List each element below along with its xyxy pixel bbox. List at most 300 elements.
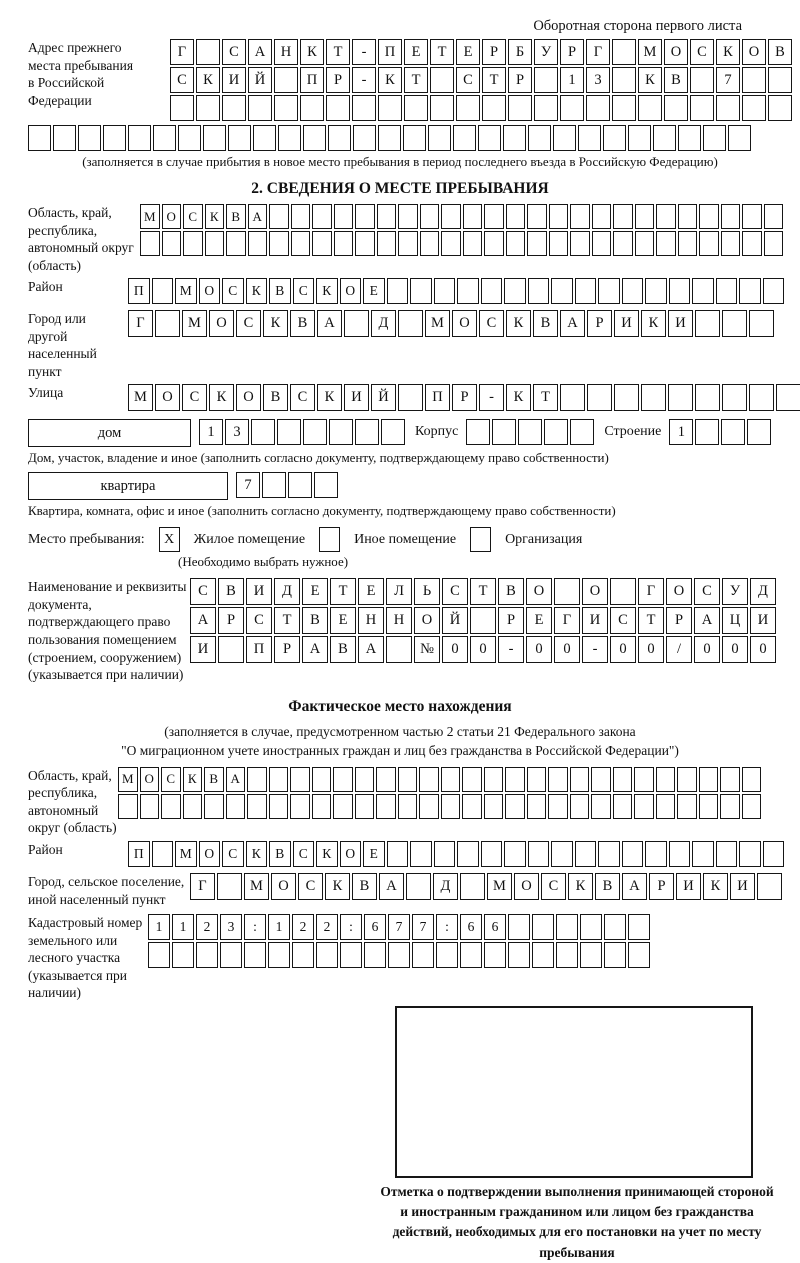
- char-cell[interactable]: 7: [388, 914, 410, 940]
- char-cell[interactable]: [312, 204, 332, 229]
- char-cell[interactable]: [269, 767, 289, 792]
- char-cell[interactable]: [196, 39, 220, 65]
- char-cell[interactable]: Й: [442, 607, 468, 634]
- char-cell[interactable]: [364, 942, 386, 968]
- char-cell[interactable]: 0: [722, 636, 748, 663]
- char-cell[interactable]: [699, 767, 719, 792]
- char-cell[interactable]: [205, 231, 225, 256]
- char-cell[interactable]: Б: [508, 39, 532, 65]
- char-cell[interactable]: [721, 419, 745, 445]
- char-cell[interactable]: С: [293, 278, 315, 304]
- char-cell[interactable]: [398, 231, 418, 256]
- char-cell[interactable]: [690, 67, 714, 93]
- char-cell[interactable]: [203, 125, 226, 151]
- char-cell[interactable]: [377, 231, 397, 256]
- char-cell[interactable]: К: [378, 67, 402, 93]
- char-cell[interactable]: [645, 278, 667, 304]
- char-cell[interactable]: И: [668, 310, 693, 337]
- char-cell[interactable]: [162, 231, 182, 256]
- char-cell[interactable]: [528, 125, 551, 151]
- char-cell[interactable]: [699, 231, 719, 256]
- char-cell[interactable]: [277, 419, 301, 445]
- char-cell[interactable]: Е: [363, 278, 385, 304]
- char-cell[interactable]: [749, 310, 774, 337]
- char-cell[interactable]: А: [248, 204, 268, 229]
- char-cell[interactable]: Е: [404, 39, 428, 65]
- char-cell[interactable]: Т: [482, 67, 506, 93]
- char-cell[interactable]: :: [436, 914, 458, 940]
- char-cell[interactable]: К: [246, 278, 268, 304]
- char-cell[interactable]: [742, 794, 762, 819]
- char-cell[interactable]: [544, 419, 568, 445]
- char-cell[interactable]: [403, 125, 426, 151]
- char-cell[interactable]: [478, 125, 501, 151]
- char-cell[interactable]: Т: [404, 67, 428, 93]
- char-cell[interactable]: [528, 841, 550, 867]
- char-cell[interactable]: С: [290, 384, 315, 411]
- char-cell[interactable]: :: [244, 914, 266, 940]
- char-cell[interactable]: [148, 942, 170, 968]
- char-cell[interactable]: [420, 231, 440, 256]
- char-cell[interactable]: [278, 125, 301, 151]
- char-cell[interactable]: О: [271, 873, 296, 900]
- char-cell[interactable]: О: [582, 578, 608, 605]
- char-cell[interactable]: О: [162, 204, 182, 229]
- char-cell[interactable]: П: [246, 636, 272, 663]
- char-cell[interactable]: [103, 125, 126, 151]
- char-cell[interactable]: У: [534, 39, 558, 65]
- char-cell[interactable]: [549, 231, 569, 256]
- char-cell[interactable]: Г: [170, 39, 194, 65]
- char-cell[interactable]: [560, 95, 584, 121]
- char-cell[interactable]: [253, 125, 276, 151]
- char-cell[interactable]: Р: [218, 607, 244, 634]
- char-cell[interactable]: [592, 231, 612, 256]
- char-cell[interactable]: Р: [274, 636, 300, 663]
- char-cell[interactable]: С: [479, 310, 504, 337]
- char-cell[interactable]: [355, 794, 375, 819]
- char-cell[interactable]: К: [209, 384, 234, 411]
- char-cell[interactable]: Г: [554, 607, 580, 634]
- char-cell[interactable]: 1: [199, 419, 223, 445]
- char-cell[interactable]: [613, 794, 633, 819]
- char-cell[interactable]: [742, 95, 766, 121]
- char-cell[interactable]: Е: [456, 39, 480, 65]
- char-cell[interactable]: [635, 231, 655, 256]
- char-cell[interactable]: [481, 278, 503, 304]
- char-cell[interactable]: [355, 419, 379, 445]
- char-cell[interactable]: [140, 794, 160, 819]
- char-cell[interactable]: Р: [482, 39, 506, 65]
- char-cell[interactable]: [153, 125, 176, 151]
- char-cell[interactable]: В: [352, 873, 377, 900]
- char-cell[interactable]: 0: [442, 636, 468, 663]
- char-cell[interactable]: [262, 472, 286, 498]
- char-cell[interactable]: [441, 204, 461, 229]
- char-cell[interactable]: [678, 125, 701, 151]
- char-cell[interactable]: О: [526, 578, 552, 605]
- char-cell[interactable]: /: [666, 636, 692, 663]
- char-cell[interactable]: П: [378, 39, 402, 65]
- char-cell[interactable]: К: [317, 384, 342, 411]
- char-cell[interactable]: А: [358, 636, 384, 663]
- char-cell[interactable]: [170, 95, 194, 121]
- char-cell[interactable]: [398, 767, 418, 792]
- char-cell[interactable]: [428, 125, 451, 151]
- char-cell[interactable]: В: [269, 278, 291, 304]
- char-cell[interactable]: Е: [330, 607, 356, 634]
- char-cell[interactable]: [312, 794, 332, 819]
- char-cell[interactable]: [739, 278, 761, 304]
- char-cell[interactable]: 0: [694, 636, 720, 663]
- char-cell[interactable]: [78, 125, 101, 151]
- char-cell[interactable]: О: [452, 310, 477, 337]
- confirmation-mark-box[interactable]: [395, 1006, 753, 1178]
- char-cell[interactable]: [376, 794, 396, 819]
- char-cell[interactable]: [763, 841, 785, 867]
- char-cell[interactable]: К: [263, 310, 288, 337]
- char-cell[interactable]: [303, 419, 327, 445]
- char-cell[interactable]: [570, 794, 590, 819]
- char-cell[interactable]: Г: [128, 310, 153, 337]
- char-cell[interactable]: Р: [560, 39, 584, 65]
- char-cell[interactable]: [248, 231, 268, 256]
- char-cell[interactable]: [722, 384, 747, 411]
- char-cell[interactable]: С: [183, 204, 203, 229]
- char-cell[interactable]: 1: [669, 419, 693, 445]
- char-cell[interactable]: [441, 231, 461, 256]
- char-cell[interactable]: К: [716, 39, 740, 65]
- char-cell[interactable]: А: [317, 310, 342, 337]
- char-cell[interactable]: [553, 125, 576, 151]
- char-cell[interactable]: [460, 873, 485, 900]
- char-cell[interactable]: [527, 794, 547, 819]
- char-cell[interactable]: [749, 384, 774, 411]
- char-cell[interactable]: [699, 794, 719, 819]
- char-cell[interactable]: [333, 794, 353, 819]
- char-cell[interactable]: [695, 310, 720, 337]
- char-cell[interactable]: К: [506, 384, 531, 411]
- char-cell[interactable]: [534, 95, 558, 121]
- char-cell[interactable]: [484, 794, 504, 819]
- char-cell[interactable]: С: [293, 841, 315, 867]
- char-cell[interactable]: В: [768, 39, 792, 65]
- char-cell[interactable]: [388, 942, 410, 968]
- char-cell[interactable]: В: [269, 841, 291, 867]
- char-cell[interactable]: [247, 794, 267, 819]
- char-cell[interactable]: [217, 873, 242, 900]
- char-cell[interactable]: [505, 767, 525, 792]
- char-cell[interactable]: К: [196, 67, 220, 93]
- char-cell[interactable]: [381, 419, 405, 445]
- char-cell[interactable]: [152, 278, 174, 304]
- char-cell[interactable]: -: [479, 384, 504, 411]
- char-cell[interactable]: К: [638, 67, 662, 93]
- char-cell[interactable]: 0: [610, 636, 636, 663]
- char-cell[interactable]: [768, 95, 792, 121]
- char-cell[interactable]: Е: [302, 578, 328, 605]
- char-cell[interactable]: В: [498, 578, 524, 605]
- char-cell[interactable]: [604, 914, 626, 940]
- char-cell[interactable]: [28, 125, 51, 151]
- char-cell[interactable]: [329, 419, 353, 445]
- char-cell[interactable]: [656, 231, 676, 256]
- char-cell[interactable]: О: [664, 39, 688, 65]
- char-cell[interactable]: [462, 767, 482, 792]
- char-cell[interactable]: [669, 278, 691, 304]
- char-cell[interactable]: [484, 204, 504, 229]
- char-cell[interactable]: [604, 942, 626, 968]
- char-cell[interactable]: [457, 278, 479, 304]
- char-cell[interactable]: [628, 914, 650, 940]
- char-cell[interactable]: С: [541, 873, 566, 900]
- char-cell[interactable]: В: [263, 384, 288, 411]
- char-cell[interactable]: П: [128, 278, 150, 304]
- char-cell[interactable]: [695, 419, 719, 445]
- char-cell[interactable]: [551, 278, 573, 304]
- char-cell[interactable]: [312, 767, 332, 792]
- char-cell[interactable]: [742, 231, 762, 256]
- char-cell[interactable]: [353, 125, 376, 151]
- char-cell[interactable]: [716, 95, 740, 121]
- char-cell[interactable]: [742, 67, 766, 93]
- char-cell[interactable]: Г: [586, 39, 610, 65]
- char-cell[interactable]: М: [175, 841, 197, 867]
- char-cell[interactable]: М: [425, 310, 450, 337]
- char-cell[interactable]: [506, 231, 526, 256]
- char-cell[interactable]: [580, 942, 602, 968]
- char-cell[interactable]: [300, 95, 324, 121]
- char-cell[interactable]: [226, 794, 246, 819]
- char-cell[interactable]: Р: [498, 607, 524, 634]
- char-cell[interactable]: А: [622, 873, 647, 900]
- char-cell[interactable]: О: [155, 384, 180, 411]
- char-cell[interactable]: [532, 942, 554, 968]
- char-cell[interactable]: [434, 278, 456, 304]
- char-cell[interactable]: О: [236, 384, 261, 411]
- char-cell[interactable]: [549, 204, 569, 229]
- char-cell[interactable]: [183, 794, 203, 819]
- char-cell[interactable]: 0: [638, 636, 664, 663]
- char-cell[interactable]: Т: [330, 578, 356, 605]
- stay-type-checkbox-residential[interactable]: X: [159, 527, 180, 552]
- char-cell[interactable]: А: [302, 636, 328, 663]
- char-cell[interactable]: [460, 942, 482, 968]
- char-cell[interactable]: [739, 841, 761, 867]
- apartment-type-box[interactable]: квартира: [28, 472, 228, 500]
- char-cell[interactable]: С: [246, 607, 272, 634]
- char-cell[interactable]: [292, 942, 314, 968]
- char-cell[interactable]: [482, 95, 506, 121]
- house-type-box[interactable]: дом: [28, 419, 191, 447]
- char-cell[interactable]: [721, 231, 741, 256]
- char-cell[interactable]: [641, 384, 666, 411]
- char-cell[interactable]: [441, 767, 461, 792]
- char-cell[interactable]: [551, 841, 573, 867]
- char-cell[interactable]: С: [442, 578, 468, 605]
- char-cell[interactable]: Т: [470, 578, 496, 605]
- char-cell[interactable]: [484, 231, 504, 256]
- char-cell[interactable]: С: [456, 67, 480, 93]
- char-cell[interactable]: [196, 942, 218, 968]
- char-cell[interactable]: [326, 95, 350, 121]
- char-cell[interactable]: [220, 942, 242, 968]
- char-cell[interactable]: Р: [649, 873, 674, 900]
- char-cell[interactable]: М: [128, 384, 153, 411]
- char-cell[interactable]: О: [199, 278, 221, 304]
- char-cell[interactable]: [612, 67, 636, 93]
- char-cell[interactable]: Т: [326, 39, 350, 65]
- char-cell[interactable]: К: [568, 873, 593, 900]
- char-cell[interactable]: Г: [190, 873, 215, 900]
- char-cell[interactable]: [481, 841, 503, 867]
- char-cell[interactable]: [386, 636, 412, 663]
- char-cell[interactable]: [228, 125, 251, 151]
- char-cell[interactable]: Е: [358, 578, 384, 605]
- char-cell[interactable]: [678, 204, 698, 229]
- char-cell[interactable]: С: [161, 767, 181, 792]
- char-cell[interactable]: Р: [508, 67, 532, 93]
- char-cell[interactable]: [290, 794, 310, 819]
- char-cell[interactable]: [528, 278, 550, 304]
- char-cell[interactable]: [456, 95, 480, 121]
- char-cell[interactable]: 0: [554, 636, 580, 663]
- char-cell[interactable]: [334, 204, 354, 229]
- char-cell[interactable]: [534, 67, 558, 93]
- char-cell[interactable]: С: [222, 278, 244, 304]
- char-cell[interactable]: [692, 278, 714, 304]
- char-cell[interactable]: О: [514, 873, 539, 900]
- char-cell[interactable]: [172, 942, 194, 968]
- char-cell[interactable]: [527, 204, 547, 229]
- char-cell[interactable]: [222, 95, 246, 121]
- char-cell[interactable]: К: [183, 767, 203, 792]
- char-cell[interactable]: 0: [750, 636, 776, 663]
- char-cell[interactable]: [586, 95, 610, 121]
- char-cell[interactable]: [484, 942, 506, 968]
- char-cell[interactable]: И: [582, 607, 608, 634]
- char-cell[interactable]: [492, 419, 516, 445]
- char-cell[interactable]: П: [425, 384, 450, 411]
- char-cell[interactable]: [155, 310, 180, 337]
- char-cell[interactable]: М: [118, 767, 138, 792]
- char-cell[interactable]: [218, 636, 244, 663]
- char-cell[interactable]: [575, 278, 597, 304]
- char-cell[interactable]: Н: [358, 607, 384, 634]
- char-cell[interactable]: Е: [526, 607, 552, 634]
- char-cell[interactable]: [628, 125, 651, 151]
- char-cell[interactable]: В: [664, 67, 688, 93]
- char-cell[interactable]: [763, 278, 785, 304]
- char-cell[interactable]: [703, 125, 726, 151]
- char-cell[interactable]: [404, 95, 428, 121]
- char-cell[interactable]: [183, 231, 203, 256]
- char-cell[interactable]: [340, 942, 362, 968]
- char-cell[interactable]: Т: [638, 607, 664, 634]
- char-cell[interactable]: Т: [533, 384, 558, 411]
- char-cell[interactable]: [328, 125, 351, 151]
- char-cell[interactable]: 7: [716, 67, 740, 93]
- char-cell[interactable]: [288, 472, 312, 498]
- char-cell[interactable]: 7: [412, 914, 434, 940]
- char-cell[interactable]: [554, 578, 580, 605]
- char-cell[interactable]: [457, 841, 479, 867]
- char-cell[interactable]: -: [582, 636, 608, 663]
- char-cell[interactable]: О: [742, 39, 766, 65]
- char-cell[interactable]: Й: [248, 67, 272, 93]
- char-cell[interactable]: [269, 204, 289, 229]
- char-cell[interactable]: [466, 419, 490, 445]
- char-cell[interactable]: [508, 942, 530, 968]
- char-cell[interactable]: [591, 794, 611, 819]
- char-cell[interactable]: И: [676, 873, 701, 900]
- char-cell[interactable]: [720, 794, 740, 819]
- char-cell[interactable]: [355, 767, 375, 792]
- char-cell[interactable]: [570, 767, 590, 792]
- char-cell[interactable]: [580, 914, 602, 940]
- char-cell[interactable]: [161, 794, 181, 819]
- char-cell[interactable]: [527, 767, 547, 792]
- char-cell[interactable]: [613, 767, 633, 792]
- char-cell[interactable]: [716, 841, 738, 867]
- char-cell[interactable]: С: [610, 607, 636, 634]
- char-cell[interactable]: 2: [316, 914, 338, 940]
- char-cell[interactable]: [268, 942, 290, 968]
- char-cell[interactable]: [406, 873, 431, 900]
- char-cell[interactable]: 0: [526, 636, 552, 663]
- char-cell[interactable]: [247, 767, 267, 792]
- char-cell[interactable]: [668, 384, 693, 411]
- char-cell[interactable]: [612, 95, 636, 121]
- char-cell[interactable]: [690, 95, 714, 121]
- char-cell[interactable]: [720, 767, 740, 792]
- char-cell[interactable]: М: [244, 873, 269, 900]
- char-cell[interactable]: №: [414, 636, 440, 663]
- char-cell[interactable]: [634, 767, 654, 792]
- char-cell[interactable]: [699, 204, 719, 229]
- char-cell[interactable]: [508, 914, 530, 940]
- char-cell[interactable]: [352, 95, 376, 121]
- char-cell[interactable]: 3: [586, 67, 610, 93]
- char-cell[interactable]: Р: [666, 607, 692, 634]
- char-cell[interactable]: [598, 278, 620, 304]
- char-cell[interactable]: [504, 278, 526, 304]
- char-cell[interactable]: [378, 95, 402, 121]
- char-cell[interactable]: [430, 67, 454, 93]
- char-cell[interactable]: [248, 95, 272, 121]
- char-cell[interactable]: [677, 794, 697, 819]
- char-cell[interactable]: [453, 125, 476, 151]
- char-cell[interactable]: О: [340, 278, 362, 304]
- char-cell[interactable]: В: [218, 578, 244, 605]
- char-cell[interactable]: [387, 841, 409, 867]
- char-cell[interactable]: С: [190, 578, 216, 605]
- char-cell[interactable]: 6: [364, 914, 386, 940]
- char-cell[interactable]: [118, 794, 138, 819]
- char-cell[interactable]: 1: [172, 914, 194, 940]
- char-cell[interactable]: П: [128, 841, 150, 867]
- char-cell[interactable]: [503, 125, 526, 151]
- char-cell[interactable]: В: [204, 767, 224, 792]
- char-cell[interactable]: И: [344, 384, 369, 411]
- char-cell[interactable]: Ь: [414, 578, 440, 605]
- char-cell[interactable]: [728, 125, 751, 151]
- char-cell[interactable]: [430, 95, 454, 121]
- char-cell[interactable]: [314, 472, 338, 498]
- char-cell[interactable]: [419, 794, 439, 819]
- char-cell[interactable]: [587, 384, 612, 411]
- char-cell[interactable]: [53, 125, 76, 151]
